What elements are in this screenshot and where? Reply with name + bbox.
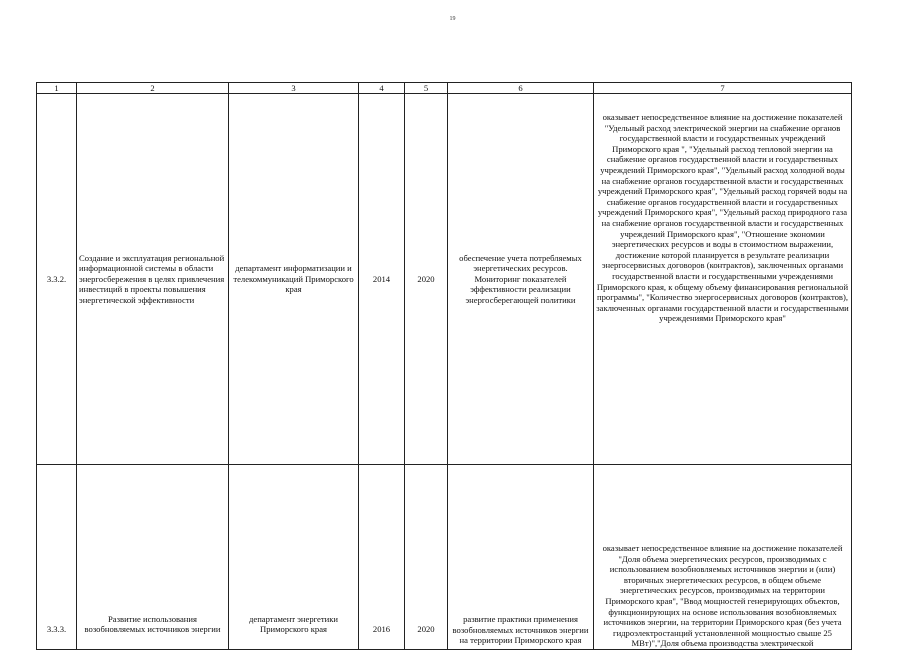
measure-indicator-impact-cell [594,465,852,650]
measure-start-year: 2014 [359,94,405,465]
measure-name: Создание и эксплуатация региональной информационной системы в области энергосбережения в целях привлечения инвестиций в проекты повышения энергетической эффективности [77,94,229,465]
measure-expected-result: развитие практики применения возобновляемых источников энергии на территории Приморского края [448,465,594,650]
measure-expected-result: обеспечение учета потребляемых энергетических ресурсов. Мониторинг показателей эффективности реализации энергосберегающей политики [448,94,594,465]
measure-indicator-impact: оказывает непосредственное влияние на достижение показателей "Доля объема энергетических ресурсов, производимых с использованием возобновляемых источников энергии и (или) вторичных энергетических ресурсов, в общем объеме энергетических ресурсов, производимых на территории Приморского края", "Ввод мощностей генерирующих объектов, функционирующих на основе использования возобновляемых источников энергии, на территории Приморского края (без учета гидроэлектростанций установленной мощностью свыше 25 МВт)","Доля объема производства электрической [602,543,843,649]
measure-end-year: 2020 [405,94,448,465]
header-col-4: 4 [359,83,405,94]
program-measures-table [36,82,852,650]
page-number: 19 [449,16,456,22]
header-col-6: 6 [448,83,594,94]
measure-indicator-impact: оказывает непосредственное влияние на достижение показателей "Удельный расход электрической энергии на снабжение органов государственной власти и государственных учреждений Приморского края ", "Удельный расход тепловой энергии на снабжение органов государственной власти и государственных учреждений Приморского края", "Удельный расход холодной воды на снабжение органов государственной власти и государственных учреждений Приморского края", "Удельный расход горячей воды на снабжение органов государственной власти и государственных учреждений Приморского края", "Удельный расход природного газа на снабжение органов государственной власти и государственных учреждений Приморского края", "Отношение экономии энергетических ресурсов и воды в стоимостном выражении, достижение которой планируется в результате реализации энергосервисных договоров (контрактов), заключенных органами государственной власти и государственными учреждениями Приморского края, к общему объему финансирования региональной программы", "Количество энергосервисных договоров (контрактов), заключенных органами государственной власти и государственными учреждениями Приморского края" [594,94,852,465]
measure-number: 3.3.2. [37,94,77,465]
header-col-2: 2 [77,83,229,94]
header-col-7: 7 [594,83,852,94]
measure-executor: департамент энергетики Приморского края [229,465,359,650]
header-col-5: 5 [405,83,448,94]
table-row [37,94,852,465]
impact-clip [596,481,849,649]
measure-number: 3.3.3. [37,465,77,650]
measure-end-year: 2020 [405,465,448,650]
header-row [37,83,852,94]
header-col-3: 3 [229,83,359,94]
measure-name: Развитие использования возобновляемых источников энергии [77,465,229,650]
table-row [37,465,852,650]
measure-executor: департамент информатизации и телекоммуникаций Приморского края [229,94,359,465]
measure-start-year: 2016 [359,465,405,650]
header-col-1: 1 [37,83,77,94]
